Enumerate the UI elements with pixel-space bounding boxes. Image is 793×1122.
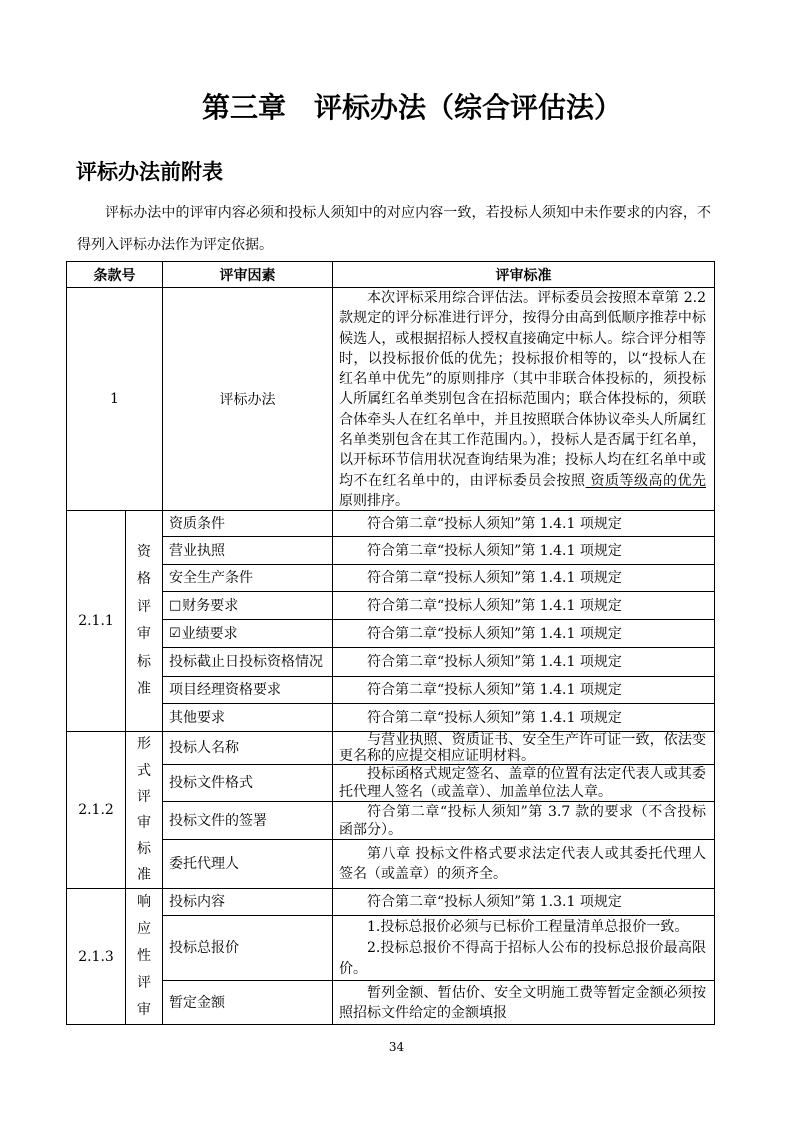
table-cell-standard (333, 765, 714, 802)
table-cell-factor: 投标人名称 (163, 732, 333, 765)
table-cell-factor: 资质条件 (163, 511, 333, 537)
table-cell-factor: 安全生产条件 (163, 565, 333, 592)
table-cell-standard (333, 537, 714, 565)
table-cell-standard (333, 704, 714, 732)
standard-text (339, 917, 706, 980)
table-cell-standard (333, 677, 714, 704)
table-cell-standard (333, 732, 714, 765)
page-number: 34 (388, 1040, 405, 1054)
table-cell-clause: 2.1.3 (67, 889, 126, 1024)
intro-paragraph: 评标办法中的评审内容必须和投标人须知中的对应内容一致，若投标人须知中未作要求的内容，不得列入评标办法作为评定依据。 (77, 205, 711, 253)
table-cell-standard (333, 620, 714, 648)
standard-line: 2.投标总报价不得高于招标人公布的投标总报价最高限价。 (339, 939, 706, 977)
standard-text: 符合第二章“投标人须知”第 1.4.1 项规定 (367, 515, 622, 532)
factor-label: 财务要求 (182, 597, 239, 614)
standard-text: 暂列金额、暂估价、安全文明施工费等暂定金额必须按照招标文件给定的金额填报 (339, 984, 706, 1021)
table-cell-clause: 2.1.1 (67, 511, 126, 732)
standard-text: 第八章 投标文件格式要求法定代表人或其委托代理人签名（或盖章）的须齐全。 (339, 846, 706, 882)
standard-text: 符合第二章“投标人须知”第 3.7 款的要求（不含投标函部分）。 (339, 803, 706, 838)
table-cell-factor: 投标内容 (163, 889, 333, 916)
table-cell-standard (333, 592, 714, 620)
category-label: 资格评审标准 (137, 543, 151, 697)
standard-line: 1.投标总报价必须与已标价工程量清单总报价一致。 (367, 918, 689, 935)
table-cell-factor: 评标办法 (163, 288, 333, 511)
standard-text: 符合第二章“投标人须知”第 1.4.1 项规定 (367, 709, 622, 726)
factor-label: 业绩要求 (181, 625, 238, 642)
evaluation-table (66, 261, 715, 1025)
table-cell-category (126, 889, 163, 1024)
table-cell-standard (333, 981, 714, 1024)
category-label: 响应性评审 (137, 894, 151, 1018)
standard-text: 符合第二章“投标人须知”第 1.3.1 项规定 (367, 894, 622, 910)
standard-text: 符合第二章“投标人须知”第 1.4.1 项规定 (367, 654, 622, 670)
header-standard: 评审标准 (333, 262, 714, 288)
table-cell-factor: 投标总报价 (163, 916, 333, 981)
header-clause: 条款号 (67, 262, 163, 288)
table-cell-standard (333, 802, 714, 840)
table-cell-factor: 其他要求 (163, 704, 333, 732)
method-standard-underlined: 资质等级高的优先 (585, 472, 706, 489)
section-heading: 评标办法前附表 (76, 160, 223, 184)
standard-text: 符合第二章“投标人须知”第 1.4.1 项规定 (367, 682, 622, 698)
table-cell-factor: 暂定金额 (163, 981, 333, 1024)
table-cell-standard (333, 565, 714, 592)
standard-text: 符合第二章“投标人须知”第 1.4.1 项规定 (367, 625, 622, 642)
table-cell-factor: 投标文件格式 (163, 765, 333, 802)
checkbox-unchecked-icon: □ (169, 597, 182, 613)
table-cell-factor: 委托代理人 (163, 840, 333, 889)
table-cell-standard (333, 916, 714, 981)
standard-text: 符合第二章“投标人须知”第 1.4.1 项规定 (367, 542, 622, 559)
table-cell-standard (333, 889, 714, 916)
method-standard-tail: 原则排序。 (339, 492, 409, 509)
standard-text: 投标函格式规定签名、盖章的位置有法定代表人或其委托代理人签名（或盖章）、加盖单位法人章。 (339, 766, 706, 800)
table-cell-standard (333, 511, 714, 537)
table-cell-factor: 项目经理资格要求 (163, 677, 333, 704)
category-label: 形式评审标准 (137, 736, 151, 884)
table-cell-factor: 营业执照 (163, 537, 333, 565)
table-cell-standard (333, 648, 714, 677)
method-standard-body: 本次评标采用综合评估法。评标委员会按照本章第 2.2 款规定的评分标准进行评分，按得分由高到低顺序推荐中标候选人，或根据招标人授权直接确定中标人。综合评分相等时，以投标报价低的优先；投标报价相等的，以“投标人在红名单中优先”的原则排序（其中非联合体投标的，须投标人所属红名单类别包含在招标范围内；联合体投标的，须联合体牵头人在红名单中，并且按照联合体协议牵头人所属红名单类别包含在其工作范围内。），投标人是否属于红名单，以开标环节信用状况查询结果为准；投标人均在红名单中或均不在红名单中的，由评标委员会按照 (339, 290, 706, 489)
table-cell-clause: 1 (67, 288, 163, 511)
table-cell-category (126, 511, 163, 732)
standard-text: 符合第二章“投标人须知”第 1.4.1 项规定 (367, 597, 622, 614)
checkbox-checked-icon: ☑ (169, 625, 181, 641)
table-cell-clause: 2.1.2 (67, 732, 126, 889)
table-cell-standard (333, 840, 714, 889)
chapter-title: 第三章 评标办法（综合评估法） (202, 91, 623, 124)
method-standard-text (339, 288, 706, 511)
header-factor: 评审因素 (163, 262, 333, 288)
table-cell-factor: 投标文件的签署 (163, 802, 333, 840)
standard-text: 符合第二章“投标人须知”第 1.4.1 项规定 (367, 570, 622, 586)
table-cell-factor (163, 592, 333, 620)
table-cell-category (126, 732, 163, 889)
table-cell-standard (333, 288, 714, 511)
table-cell-factor (163, 620, 333, 648)
standard-text: 与营业执照、资质证书、安全生产许可证一致，依法变更名称的应提交相应证明材料。 (339, 731, 706, 764)
table-cell-factor: 投标截止日投标资格情况 (163, 648, 333, 677)
